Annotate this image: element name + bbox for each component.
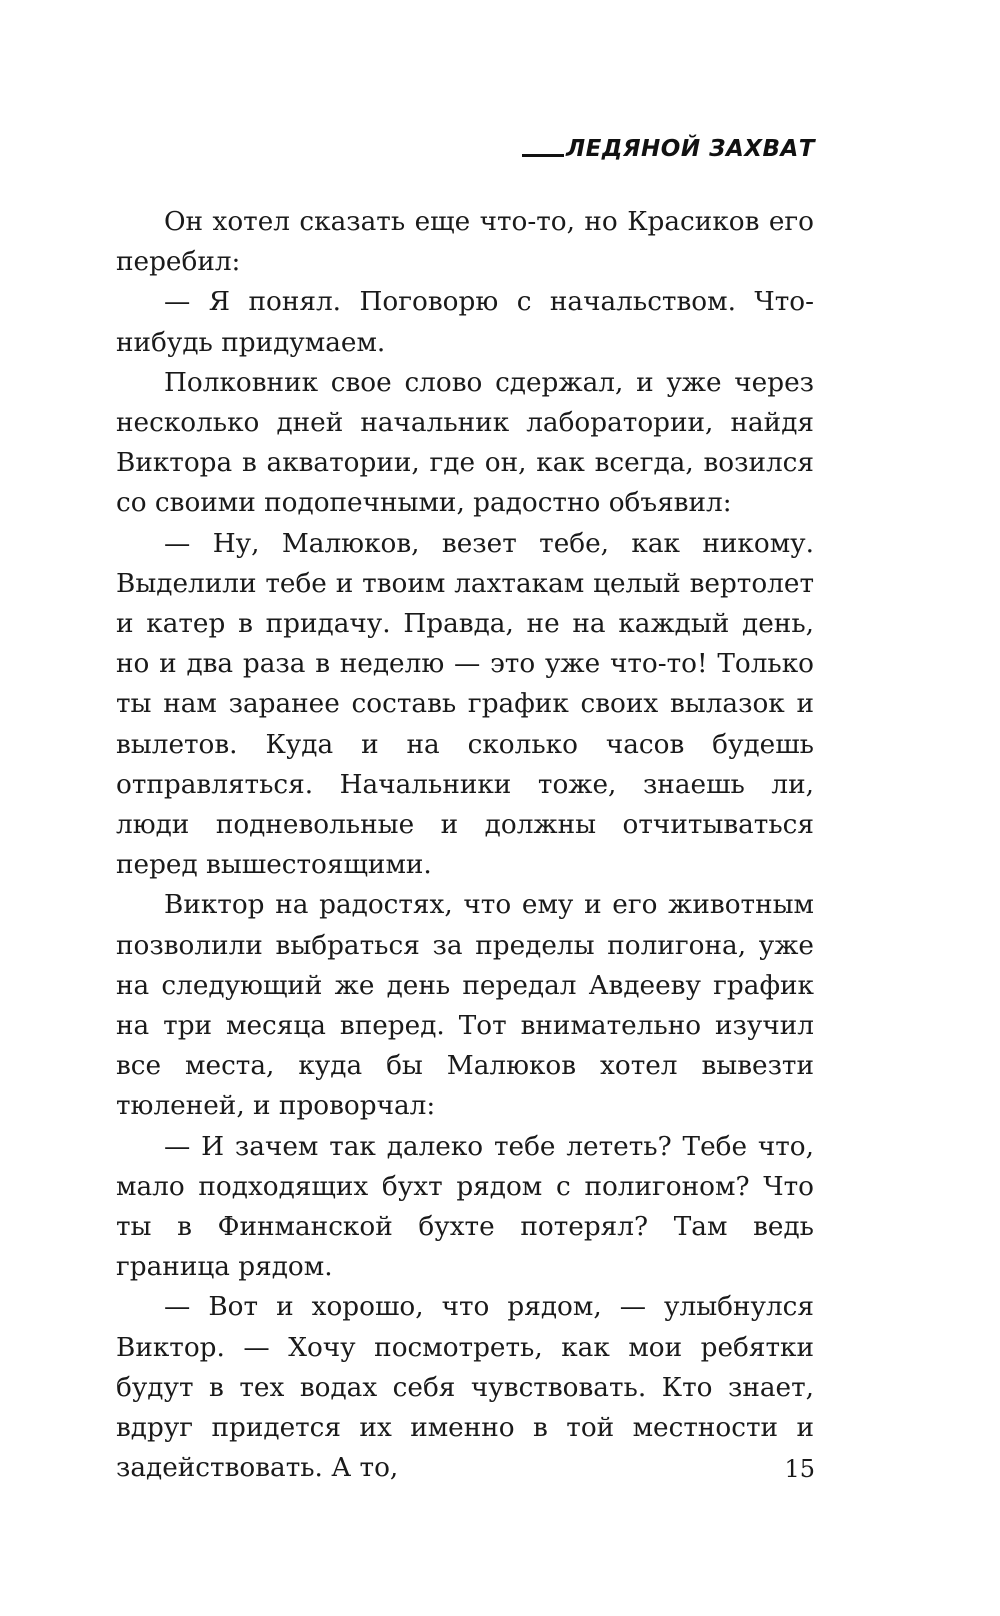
paragraph: Виктор на радостях, что ему и его животным позволили выбраться за пределы полигона, уже на следующий же день передал Авдееву график на три месяца вперед. Тот внимательно изучил все места, куда бы Малюков хотел вывезти тюленей, и проворчал: <box>116 890 814 1122</box>
body-text <box>116 202 814 1489</box>
running-head <box>522 138 815 161</box>
paragraph: Он хотел сказать еще что-то, но Красиков его перебил: <box>116 207 814 278</box>
paragraph: — Я понял. Поговорю с начальством. Что-нибудь придумаем. <box>116 287 814 358</box>
running-head-title: ЛЕДЯНОЙ ЗАХВАТ <box>566 136 815 162</box>
paragraph: — Ну, Малюков, везет тебе, как никому. Выделили тебе и твоим лахтакам целый вертолет и катер в придачу. Правда, не на каждый день, но и два раза в неделю — это уже что-то! Только ты нам заранее составь график своих вылазок и вылетов. Куда и на сколько часов будешь отправляться. Начальники тоже, знаешь ли, люди подневольные и должны отчитываться перед вышестоящими. <box>116 528 814 881</box>
paragraph: — И зачем так далеко тебе лететь? Тебе что, мало подходящих бухт рядом с полигоном? Что ты в Финманской бухте потерял? Там ведь граница рядом. <box>116 1131 814 1283</box>
paragraph: — Вот и хорошо, что рядом, — улыбнулся Виктор. — Хочу посмотреть, как мои ребятки будут в тех водах себя чувствовать. Кто знает, вдруг придется их именно в той местности и задействовать. А то, <box>116 1292 814 1484</box>
paragraph: Полковник свое слово сдержал, и уже через несколько дней начальник лаборатории, найдя Виктора в акватории, где он, как всегда, возился со своими подопечными, радостно объявил: <box>116 367 814 519</box>
running-head-rule <box>522 154 564 157</box>
page-number: 15 <box>784 1455 815 1483</box>
